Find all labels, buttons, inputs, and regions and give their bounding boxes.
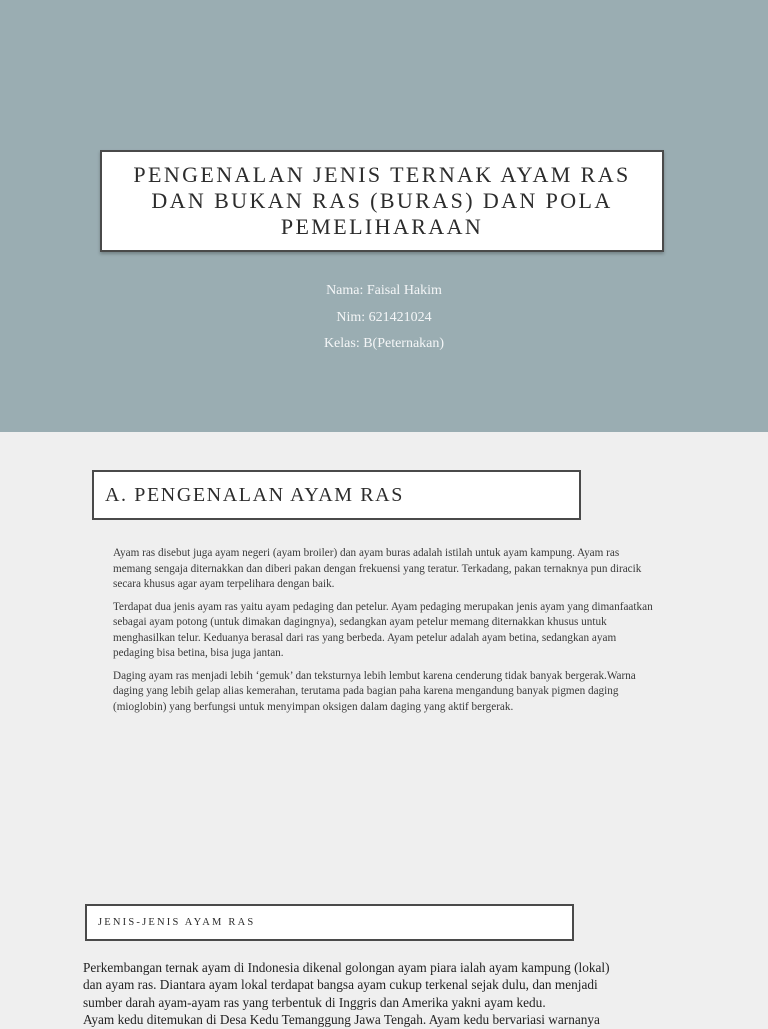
title-line: PEMELIHARAAN <box>280 214 484 239</box>
body-text <box>113 546 658 722</box>
subsection-heading-box <box>85 904 574 941</box>
paragraph: Daging ayam ras menjadi lebih ‘gemuk’ dan teksturnya lebih lembut karena cenderung tidak banyak bergerak.Warna daging yang lebih gelap alias kemerahan, terutama pada bagian paha karena mengandung banyak pigmen daging (mioglobin) yang berfungsi untuk menyimpan oksigen dalam daging yang aktif bergerak. <box>113 669 636 713</box>
title-slide <box>0 0 768 432</box>
section-heading-box <box>92 470 581 520</box>
title-line: PENGENALAN JENIS TERNAK AYAM RAS <box>133 162 631 187</box>
title-line: DAN BUKAN RAS (BURAS) DAN POLA <box>151 188 613 213</box>
text-line: Perkembangan ternak ayam di Indonesia dikenal golongan ayam piara ialah ayam kampung (lokal) <box>83 960 610 975</box>
section-heading: A. PENGENALAN AYAM RAS <box>105 483 404 506</box>
subsection-heading: JENIS-JENIS AYAM RAS <box>98 917 256 928</box>
title-box <box>100 150 664 252</box>
text-line: sumber darah ayam-ayam ras yang terbentuk di Inggris dan Amerika yakni ayam kedu. <box>83 994 546 1010</box>
author-class: Kelas: B(Peternakan) <box>323 336 445 351</box>
text-line: dan ayam ras. Diantara ayam lokal terdapat bangsa ayam cukup terkenal sejak dulu, dan menjadi <box>83 977 598 993</box>
author-nim: Nim: 621421024 <box>336 309 432 325</box>
page-title <box>112 162 652 240</box>
author-info <box>0 278 768 358</box>
subsection-body <box>83 959 673 1029</box>
paragraph: Ayam ras disebut juga ayam negeri (ayam broiler) dan ayam buras adalah istilah untuk ayam kampung. Ayam ras memang sengaja diternakkan dan diberi pakan dengan frekuensi yang teratur. Terkadang, pakan ternaknya pun diracik secara khusus agar ayam terpelihara dengan baik. <box>113 547 642 590</box>
author-name: Nama: Faisal Hakim <box>326 283 442 298</box>
paragraph: Terdapat dua jenis ayam ras yaitu ayam pedaging dan petelur. Ayam pedaging merupakan jenis ayam yang dimanfaatkan sebagai ayam potong (untuk dimakan dagingnya), sedangkan ayam petelur memang diternakkan khusus untuk menghasilkan telur. Keduanya berasal dari ras yang berbeda. Ayam petelur adalah ayam betina, sedangkan ayam pedaging bisa betina, bisa juga jantan. <box>113 600 653 659</box>
text-line: Ayam kedu ditemukan di Desa Kedu Temanggung Jawa Tengah. Ayam kedu bervariasi warnanya <box>83 1012 600 1028</box>
